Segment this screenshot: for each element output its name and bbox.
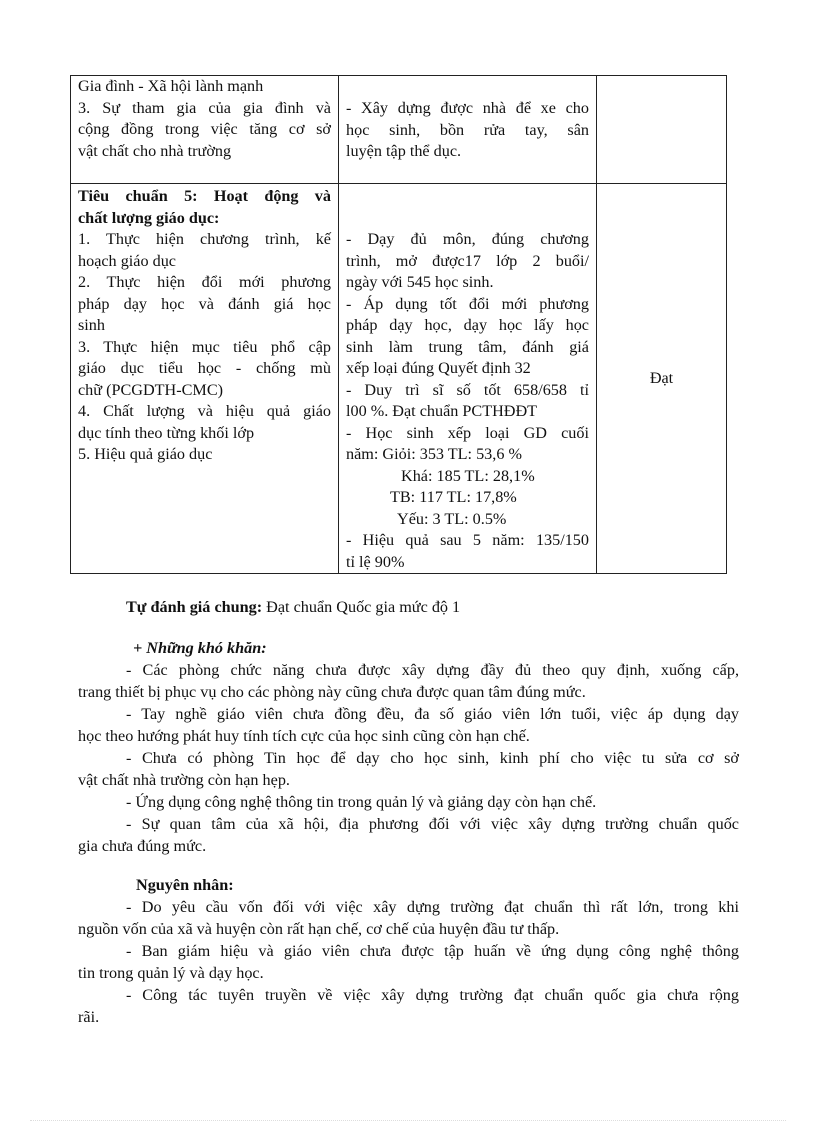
evidence-line: xếp loại đúng Quyết định 32 — [346, 359, 531, 377]
item-line: - Các phòng chức năng chưa được xây dựng đầy đủ theo quy định, xuống cấp, — [126, 661, 739, 679]
causes-section — [78, 874, 739, 1028]
evidence-line: luyện tập thể dục. — [346, 142, 462, 160]
causes-heading: Nguyên nhân: — [136, 876, 234, 894]
evidence-line: - Hiệu quả sau 5 năm: 135/150 — [346, 531, 589, 549]
standard-title-line: Tiêu chuẩn 5: Hoạt động và — [78, 187, 331, 205]
criteria-line: 3. Thực hiện mục tiêu phổ cập — [78, 337, 331, 356]
criteria-line: 2. Thực hiện đổi mới phương — [78, 273, 331, 291]
list-item — [78, 896, 739, 940]
item-line: rãi. — [78, 1008, 100, 1026]
list-item — [78, 747, 739, 791]
evidence-line: - Học sinh xếp loại GD cuối — [346, 423, 589, 442]
criteria-line: cộng đồng trong việc tăng cơ sở — [78, 120, 331, 138]
evidence-line: tỉ lệ 90% — [346, 552, 405, 571]
page-bottom-divider — [30, 1120, 786, 1121]
evidence-line: - Xây dựng được nhà để xe cho — [346, 99, 589, 117]
result-cell — [597, 184, 727, 574]
table-row — [71, 76, 727, 184]
difficulties-section — [78, 637, 739, 857]
item-line: - Sự quan tâm của xã hội, địa phương đối với việc xây dựng trường chuẩn quốc — [126, 815, 739, 833]
item-line: học theo hướng phát huy tính tích cực của học sinh cũng còn hạn chế. — [78, 727, 530, 745]
item-line: - Công tác tuyên truyền về việc xây dựng trường đạt chuẩn quốc gia chưa rộng — [126, 986, 739, 1004]
grade-line: Khá: 185 TL: 28,1% — [401, 466, 535, 485]
standard-title-line: chất lượng giáo dục: — [78, 208, 220, 227]
list-item — [78, 659, 739, 703]
item-line: - Do yêu cầu vốn đối với việc xây dựng trường đạt chuẩn thì rất lớn, trong khi — [126, 898, 739, 916]
evidence-cell — [339, 184, 597, 574]
difficulties-heading: + Những khó khăn: — [133, 639, 267, 657]
evidence-line: - Duy trì sĩ số tốt 658/658 tỉ — [346, 380, 589, 399]
evidence-line: l00 %. Đạt chuẩn PCTHĐĐT — [346, 402, 538, 420]
criteria-line: dục tính theo từng khối lớp — [78, 423, 255, 442]
evidence-line: trình, mở được17 lớp 2 buổi/ — [346, 251, 589, 270]
criteria-cell — [71, 76, 339, 184]
evidence-line: - Dạy đủ môn, đúng chương — [346, 230, 589, 248]
grade-line: TB: 117 TL: 17,8% — [390, 488, 517, 506]
criteria-line: sinh — [78, 316, 105, 334]
criteria-line: giáo dục tiểu học - chống mù — [78, 359, 331, 377]
list-item — [78, 984, 739, 1028]
item-line: - Ứng dụng công nghệ thông tin trong quản lý và giảng dạy còn hạn chế. — [126, 793, 597, 811]
item-line: vật chất nhà trường còn hạn hẹp. — [78, 771, 290, 789]
item-line: - Ban giám hiệu và giáo viên chưa được tập huấn về ứng dụng công nghệ thông — [126, 942, 739, 960]
evidence-line: học sinh, bồn rửa tay, sân — [346, 120, 589, 139]
list-item — [78, 703, 739, 747]
item-line: gia chưa đúng mức. — [78, 837, 207, 855]
criteria-line: 4. Chất lượng và hiệu quả giáo — [78, 402, 331, 420]
evidence-line: sinh làm trung tâm, đánh giá — [346, 337, 589, 356]
item-line: - Tay nghề giáo viên chưa đồng đều, đa số giáo viên lớn tuổi, việc áp dụng dạy — [126, 705, 739, 723]
result-cell — [597, 76, 727, 184]
evidence-line: - Áp dụng tốt đổi mới phương — [346, 294, 589, 313]
item-line: trang thiết bị phục vụ cho các phòng này cũng chưa được quan tâm đúng mức. — [78, 683, 586, 701]
criteria-line: 3. Sự tham gia của gia đình và — [78, 98, 331, 117]
item-line: tin trong quản lý và dạy học. — [78, 964, 264, 982]
grade-line: Yếu: 3 TL: 0.5% — [397, 509, 507, 528]
list-item — [78, 813, 739, 857]
criteria-line: 1. Thực hiện chương trình, kế — [78, 230, 331, 248]
criteria-line: 5. Hiệu quả giáo dục — [78, 445, 213, 463]
list-item — [78, 791, 739, 813]
item-line: nguồn vốn của xã và huyện còn rất hạn chế, cơ chế của huyện đầu tư thấp. — [78, 920, 560, 938]
self-assessment-label: Tự đánh giá chung: — [126, 598, 263, 616]
criteria-line: hoạch giáo dục — [78, 251, 176, 270]
item-line: - Chưa có phòng Tin học để dạy cho học sinh, kinh phí cho việc tu sửa cơ sở — [126, 749, 739, 767]
criteria-line: pháp dạy học và đánh giá học — [78, 294, 331, 313]
criteria-line: chữ (PCGDTH-CMC) — [78, 380, 224, 399]
criteria-line: vật chất cho nhà trường — [78, 141, 232, 160]
self-assessment-value: Đạt chuẩn Quốc gia mức độ 1 — [262, 598, 461, 616]
evidence-line: pháp dạy học, dạy học lấy học — [346, 316, 589, 334]
criteria-cell — [71, 184, 339, 574]
self-assessment — [78, 596, 739, 618]
criteria-line: Gia đình - Xã hội lành mạnh — [78, 77, 264, 95]
evidence-line: ngày với 545 học sinh. — [346, 273, 494, 291]
evidence-cell — [339, 76, 597, 184]
evaluation-table — [70, 75, 727, 574]
evidence-line: năm: Giỏi: 353 TL: 53,6 % — [346, 445, 522, 463]
table-row — [71, 184, 727, 574]
list-item — [78, 940, 739, 984]
result-value: Đạt — [649, 368, 674, 387]
